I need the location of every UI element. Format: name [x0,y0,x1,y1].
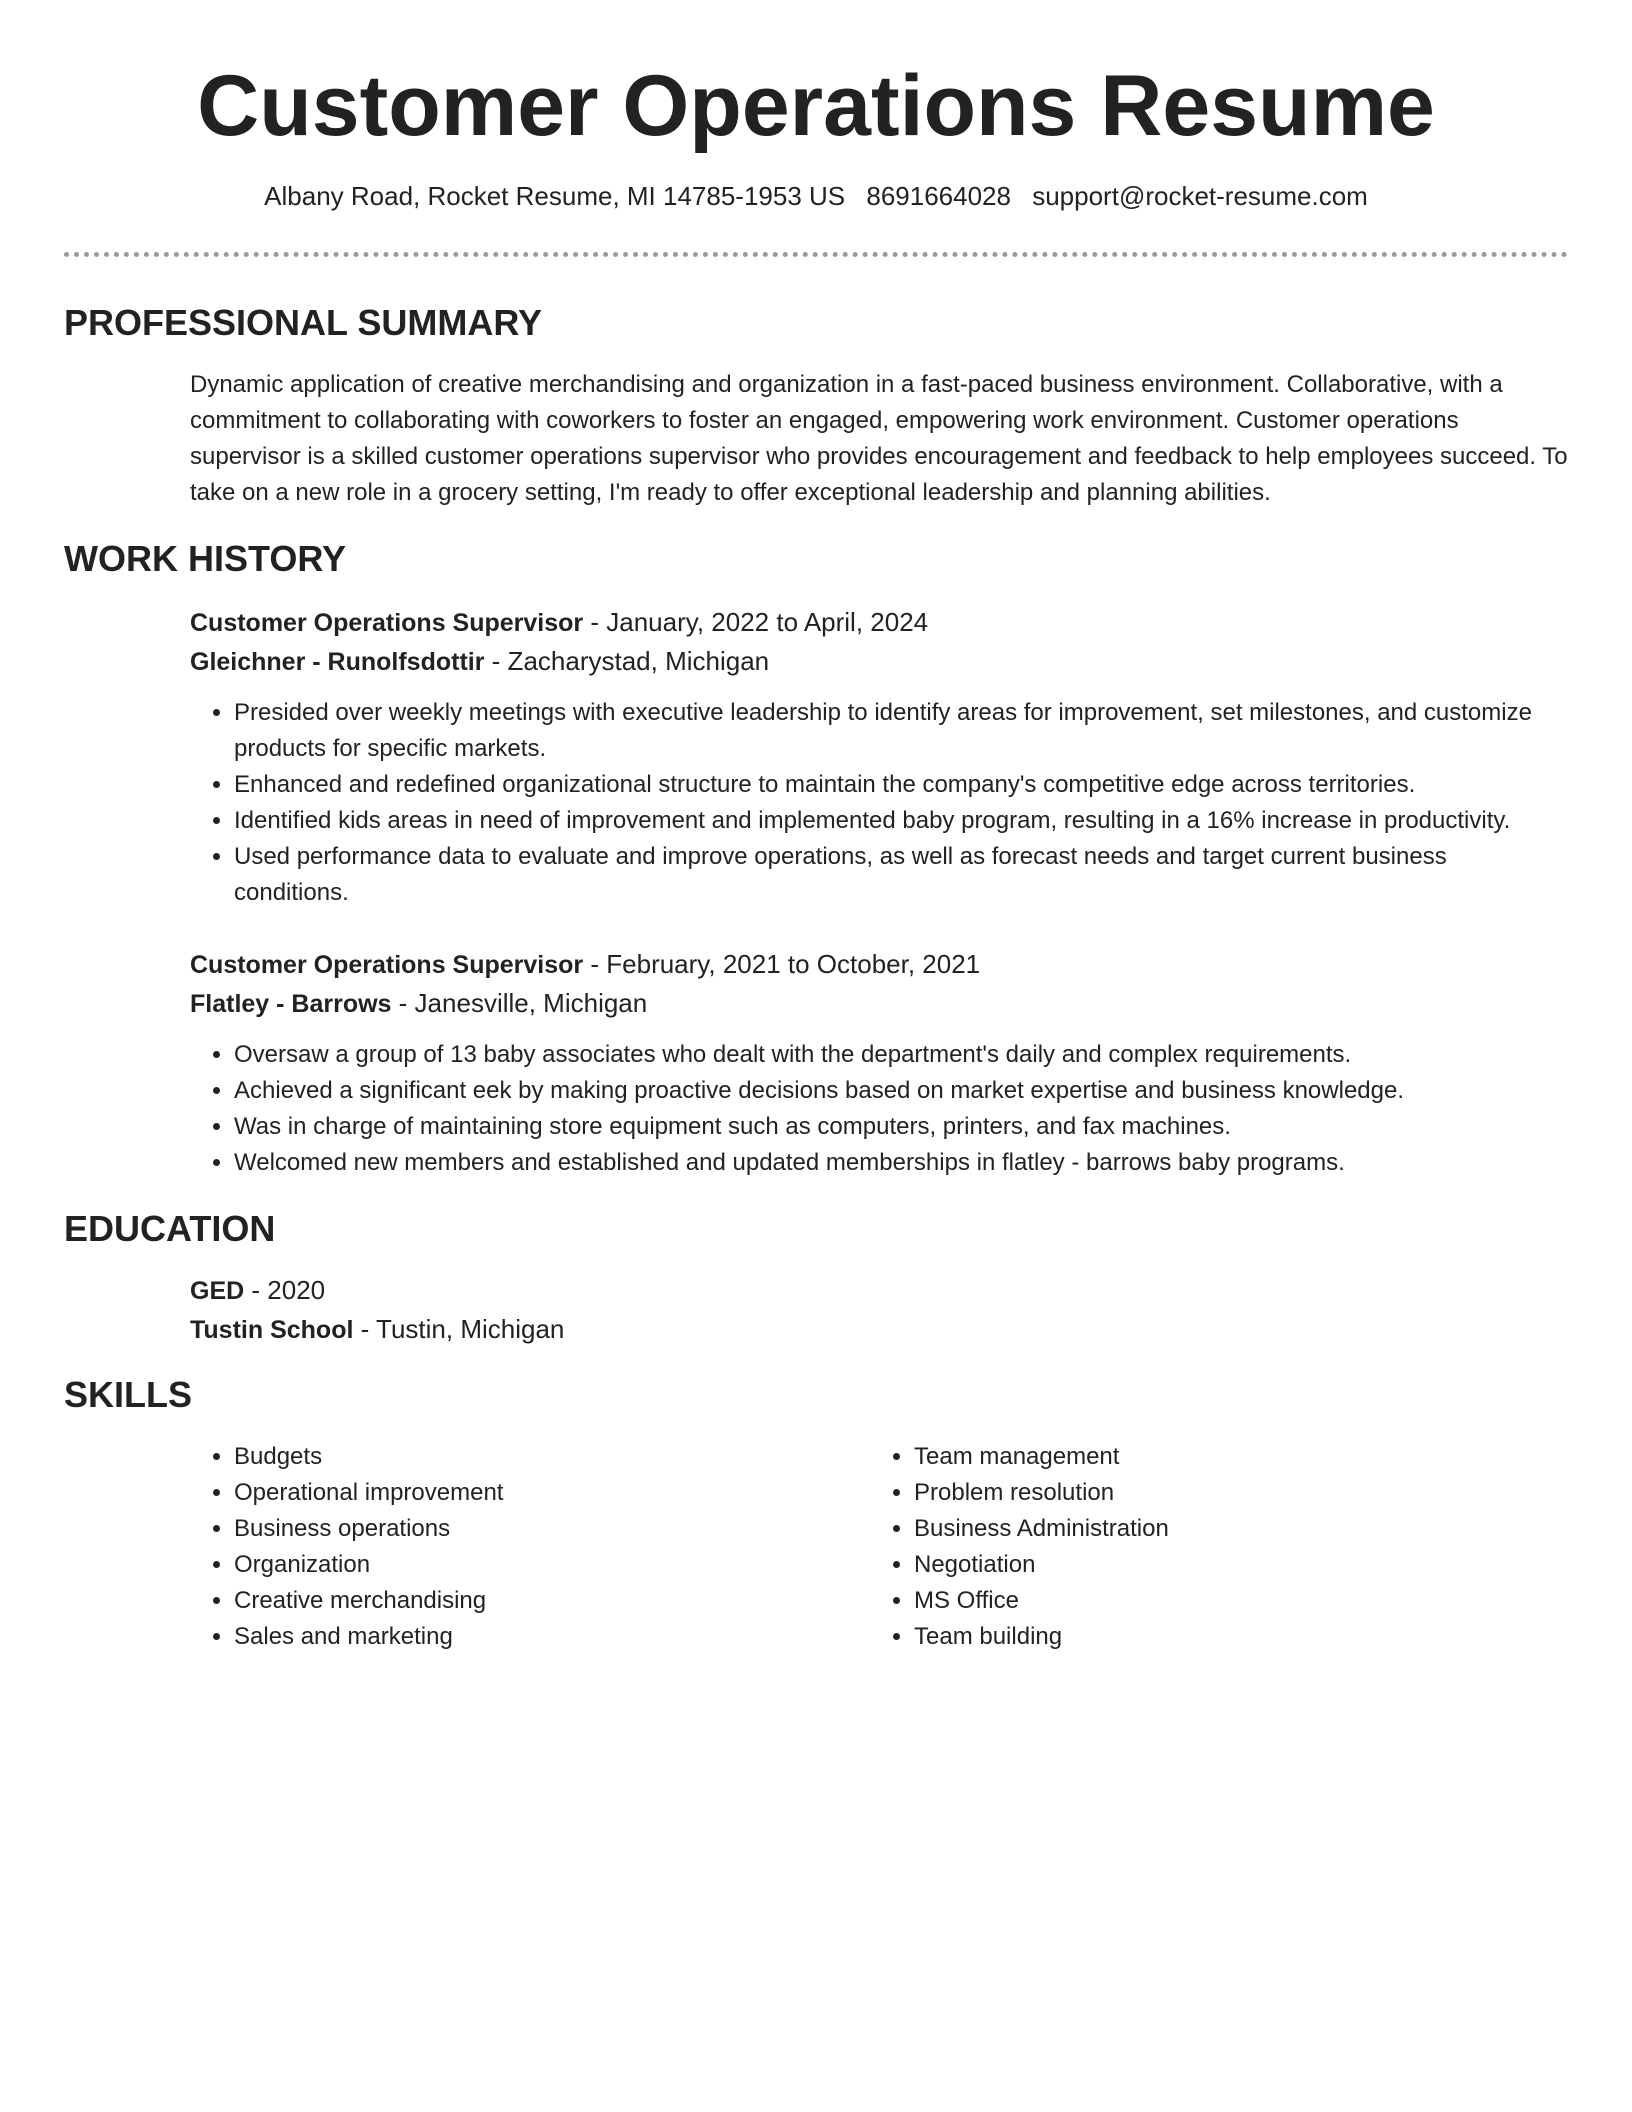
skill-item: • Budgets [234,1439,870,1475]
job-title-line [190,945,1568,984]
summary-heading: PROFESSIONAL SUMMARY [64,302,543,343]
summary-text: Dynamic application of creative merchandising and organization in a fast-paced business environment. Collaborative, with a commitment to collaborating with coworkers to foster an engaged, empowering work environment. Customer operations supervisor is a skilled customer operations supervisor who provides encouragement and feedback to help employees succeed. To take on a new role in a grocery setting, I'm ready to offer exceptional leadership and planning abilities. [190,371,1568,506]
summary-section [190,367,1568,511]
job-bullet: • Enhanced and redefined organizational structure to maintain the company's competitive edge across territories. [234,767,1568,803]
contact-line [64,180,1568,212]
skill-item: • Organization [234,1547,870,1583]
skills-list [870,1439,1550,1655]
skills-column-right [870,1439,1550,1655]
skill-item: • Team building [914,1619,1550,1655]
skill-item: • MS Office [914,1583,1550,1619]
job-bullet: • Oversaw a group of 13 baby associates who dealt with the department's daily and complex requirements. [234,1037,1568,1073]
job-company: Flatley - Barrows [190,990,392,1018]
skill-item: • Operational improvement [234,1475,870,1511]
job-dates: - February, 2021 to October, 2021 [583,949,981,979]
job-bullet: • Welcomed new members and established and updated memberships in flatley - barrows baby programs. [234,1145,1568,1181]
contact-email: support@rocket-resume.com [1032,181,1368,211]
job-entry [190,945,1568,1181]
work-history-heading: WORK HISTORY [64,538,347,579]
skill-item: • Problem resolution [914,1475,1550,1511]
skill-item: • Creative merchandising [234,1583,870,1619]
job-bullet: • Presided over weekly meetings with executive leadership to identify areas for improvement, set milestones, and customize products for specific markets. [234,695,1568,767]
job-title: Customer Operations Supervisor [190,609,584,637]
skills-heading: SKILLS [64,1374,193,1415]
job-bullet: • Achieved a significant eek by making proactive decisions based on market expertise and business knowledge. [234,1073,1568,1109]
skill-item: • Business operations [234,1511,870,1547]
skill-item: • Team management [914,1439,1550,1475]
education-school: Tustin School [190,1316,354,1344]
job-title: Customer Operations Supervisor [190,951,584,979]
resume-title: Customer Operations Resume [197,58,1435,154]
job-company-line [190,642,1568,681]
education-school-line [190,1310,1568,1349]
education-year: - 2020 [244,1275,326,1305]
job-location: - Janesville, Michigan [391,988,648,1018]
job-entry [190,603,1568,911]
job-company-line [190,984,1568,1023]
skill-item: • Business Administration [914,1511,1550,1547]
skill-item: • Sales and marketing [234,1619,870,1655]
job-bullets [190,695,1568,911]
contact-address: Albany Road, Rocket Resume, MI 14785-1953 US [264,181,846,211]
education-degree-line [190,1271,1568,1310]
job-location: - Zacharystad, Michigan [484,646,770,676]
job-bullets [190,1037,1568,1181]
skills-column-left [190,1439,870,1655]
contact-phone: 8691664028 [866,181,1011,211]
education-heading: EDUCATION [64,1208,276,1249]
education-location: - Tustin, Michigan [353,1314,565,1344]
skills-list [190,1439,870,1655]
education-entry [190,1271,1568,1349]
job-bullet: • Identified kids areas in need of improvement and implemented baby program, resulting in a 16% increase in productivity. [234,803,1568,839]
job-bullet: • Was in charge of maintaining store equipment such as computers, printers, and fax machines. [234,1109,1568,1145]
job-dates: - January, 2022 to April, 2024 [583,607,929,637]
header-divider [64,252,1568,257]
education-degree: GED [190,1277,245,1305]
job-company: Gleichner - Runolfsdottir [190,648,485,676]
job-bullet: • Used performance data to evaluate and improve operations, as well as forecast needs and target current business conditions. [234,839,1568,911]
skills-grid [190,1439,1568,1655]
skill-item: • Negotiation [914,1547,1550,1583]
job-title-line [190,603,1568,642]
